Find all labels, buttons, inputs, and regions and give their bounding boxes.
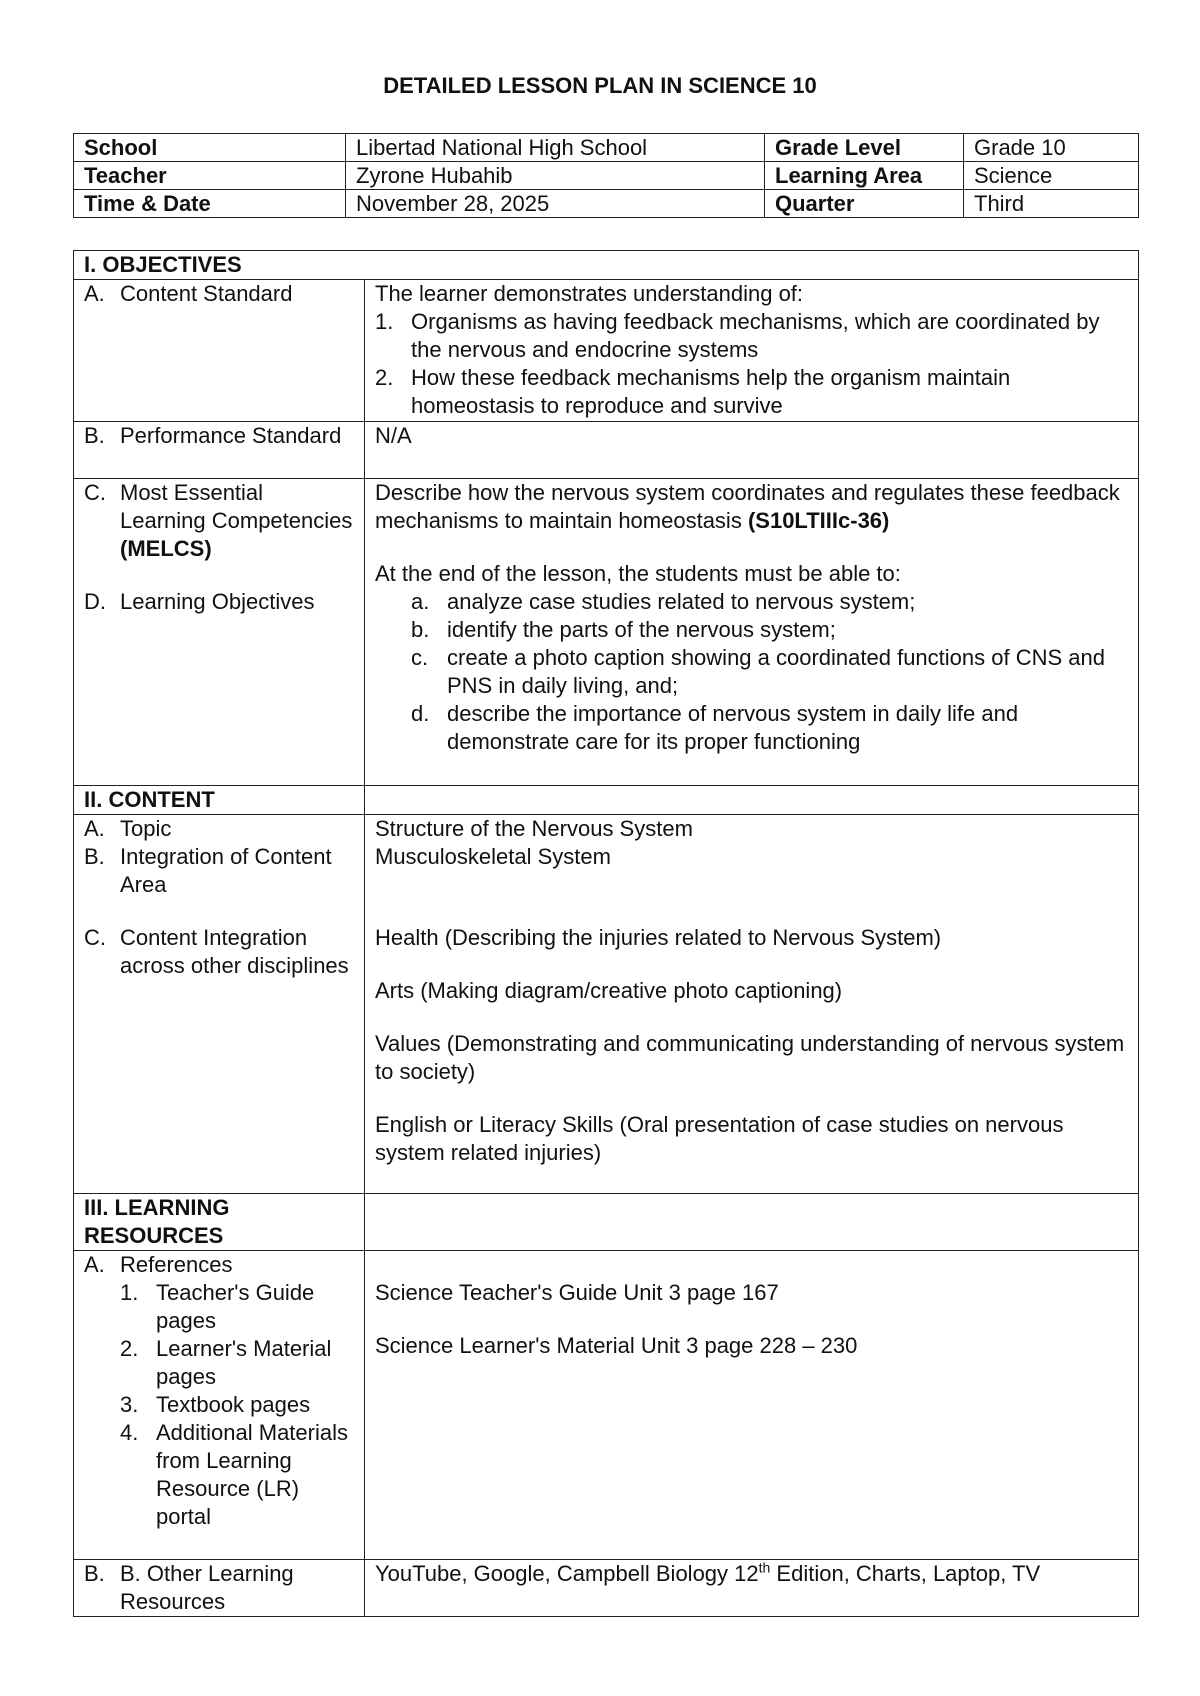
info-row-school (74, 134, 1139, 162)
content-row (74, 815, 1139, 1194)
list-text: describe the importance of nervous system in daily life and demonstrate care for its proper functioning (447, 701, 1019, 754)
superscript-th: th (758, 1559, 771, 1576)
grade-value: Grade 10 (964, 134, 1139, 162)
page-title: DETAILED LESSON PLAN IN SCIENCE 10 (383, 73, 817, 98)
references-row (74, 1251, 1139, 1560)
objectives-header: I. OBJECTIVES (74, 251, 1139, 280)
time-label: Time & Date (74, 190, 346, 218)
performance-standard-label-cell (74, 422, 365, 479)
teacher-label: Teacher (74, 162, 346, 190)
list-letter: a. (411, 589, 430, 614)
content-integration-label: Content Integration across other disciplines (120, 925, 349, 978)
content-standard-label-cell (74, 280, 365, 422)
list-number: 1. (120, 1280, 139, 1305)
list-text: Organisms as having feedback mechanisms, which are coordinated by the nervous and endocrine systems (411, 309, 1100, 362)
melcs-row (74, 479, 1139, 786)
objectives-header-row (74, 251, 1139, 280)
list-item (375, 700, 1128, 756)
school-label: School (74, 134, 346, 162)
item-letter: B. (84, 1561, 105, 1586)
list-item (84, 1419, 354, 1531)
grade-label: Grade Level (765, 134, 964, 162)
learning-objectives-intro: At the end of the lesson, the students must be able to: (375, 561, 901, 586)
discipline-values: Values (Demonstrating and communicating understanding of nervous system to society) (375, 1031, 1125, 1084)
topic-label: Topic (120, 816, 172, 841)
list-item (84, 1391, 354, 1419)
list-letter: c. (411, 645, 429, 670)
list-text: Textbook pages (156, 1392, 311, 1417)
performance-standard-value: N/A (365, 422, 1139, 479)
content-standard-label: Content Standard (120, 281, 293, 306)
content-label-cell (74, 815, 365, 1194)
other-resources-label-cell (74, 1560, 365, 1617)
content-header-row (74, 786, 1139, 815)
info-row-time (74, 190, 1139, 218)
info-row-teacher (74, 162, 1139, 190)
content-value-cell (365, 815, 1139, 1194)
learners-material-value: Science Learner's Material Unit 3 page 228 – 230 (375, 1333, 858, 1358)
list-text: How these feedback mechanisms help the organism maintain homeostasis to reproduce and survive (411, 365, 1011, 418)
melcs-value-cell (365, 479, 1139, 786)
performance-standard-label: Performance Standard (120, 423, 342, 448)
list-number: 2. (375, 365, 394, 390)
quarter-value: Third (964, 190, 1139, 218)
other-resources-text: YouTube, Google, Campbell Biology 12 (375, 1561, 759, 1586)
list-item (375, 588, 1128, 616)
other-resources-label: B. Other Learning Resources (120, 1561, 294, 1614)
content-standard-value-cell (365, 280, 1139, 422)
content-header: II. CONTENT (74, 786, 365, 815)
list-text: Additional Materials from Learning Resource (LR) portal (156, 1420, 348, 1529)
list-letter: d. (411, 701, 430, 726)
school-value: Libertad National High School (346, 134, 765, 162)
discipline-health: Health (Describing the injuries related to Nervous System) (375, 925, 942, 950)
melcs-code: (S10LTIIIc-36) (747, 508, 890, 533)
list-number: 4. (120, 1420, 139, 1445)
resources-header-row (74, 1194, 1139, 1251)
item-letter: B. (84, 423, 105, 448)
teacher-value: Zyrone Hubahib (346, 162, 765, 190)
list-item (375, 308, 1128, 364)
references-value-cell (365, 1251, 1139, 1560)
info-table (73, 133, 1139, 218)
references-label: References (120, 1252, 233, 1277)
topic-value: Structure of the Nervous System (375, 816, 693, 841)
integration-label: Integration of Content Area (120, 844, 332, 897)
other-resources-row (74, 1560, 1139, 1617)
other-resources-value (365, 1560, 1139, 1617)
list-number: 1. (375, 309, 394, 334)
area-label: Learning Area (765, 162, 964, 190)
item-letter: B. (84, 844, 105, 869)
list-text: create a photo caption showing a coordinated functions of CNS and PNS in daily living, and; (447, 645, 1105, 698)
integration-value: Musculoskeletal System (375, 844, 611, 869)
list-item (375, 644, 1128, 700)
performance-standard-row (74, 422, 1139, 479)
discipline-arts: Arts (Making diagram/creative photo captioning) (375, 978, 843, 1003)
resources-header: III. LEARNING RESOURCES (74, 1194, 365, 1251)
content-standard-intro: The learner demonstrates understanding of: (375, 281, 804, 306)
content-standard-row (74, 280, 1139, 422)
lesson-table (73, 250, 1139, 1617)
discipline-english: English or Literacy Skills (Oral presentation of case studies on nervous system related injuries) (375, 1112, 1064, 1165)
item-letter: A. (84, 281, 105, 306)
learning-objectives-label: Learning Objectives (120, 589, 315, 614)
list-text: identify the parts of the nervous system; (447, 617, 836, 642)
list-item (84, 1335, 354, 1391)
area-value: Science (964, 162, 1139, 190)
list-item (375, 364, 1128, 420)
list-text: analyze case studies related to nervous system; (447, 589, 916, 614)
item-letter: D. (84, 589, 106, 614)
list-item (375, 616, 1128, 644)
quarter-label: Quarter (765, 190, 964, 218)
list-letter: b. (411, 617, 430, 642)
other-resources-text-2: Edition, Charts, Laptop, TV (770, 1561, 1041, 1586)
list-number: 3. (120, 1392, 139, 1417)
teachers-guide-value: Science Teacher's Guide Unit 3 page 167 (375, 1280, 779, 1305)
melcs-label-cell (74, 479, 365, 786)
references-label-cell (74, 1251, 365, 1560)
list-item (84, 1279, 354, 1335)
item-letter: A. (84, 1252, 105, 1277)
melcs-label: Most Essential Learning Competencies (120, 480, 353, 533)
list-number: 2. (120, 1336, 139, 1361)
item-letter: C. (84, 480, 106, 505)
melcs-label-bold: (MELCS) (120, 536, 212, 561)
time-value: November 28, 2025 (346, 190, 765, 218)
item-letter: A. (84, 816, 105, 841)
list-text: Teacher's Guide pages (156, 1280, 315, 1333)
list-text: Learner's Material pages (156, 1336, 332, 1389)
melcs-text: Describe how the nervous system coordinates and regulates these feedback mechanisms to maintain homeostasis (375, 480, 1120, 533)
item-letter: C. (84, 925, 106, 950)
